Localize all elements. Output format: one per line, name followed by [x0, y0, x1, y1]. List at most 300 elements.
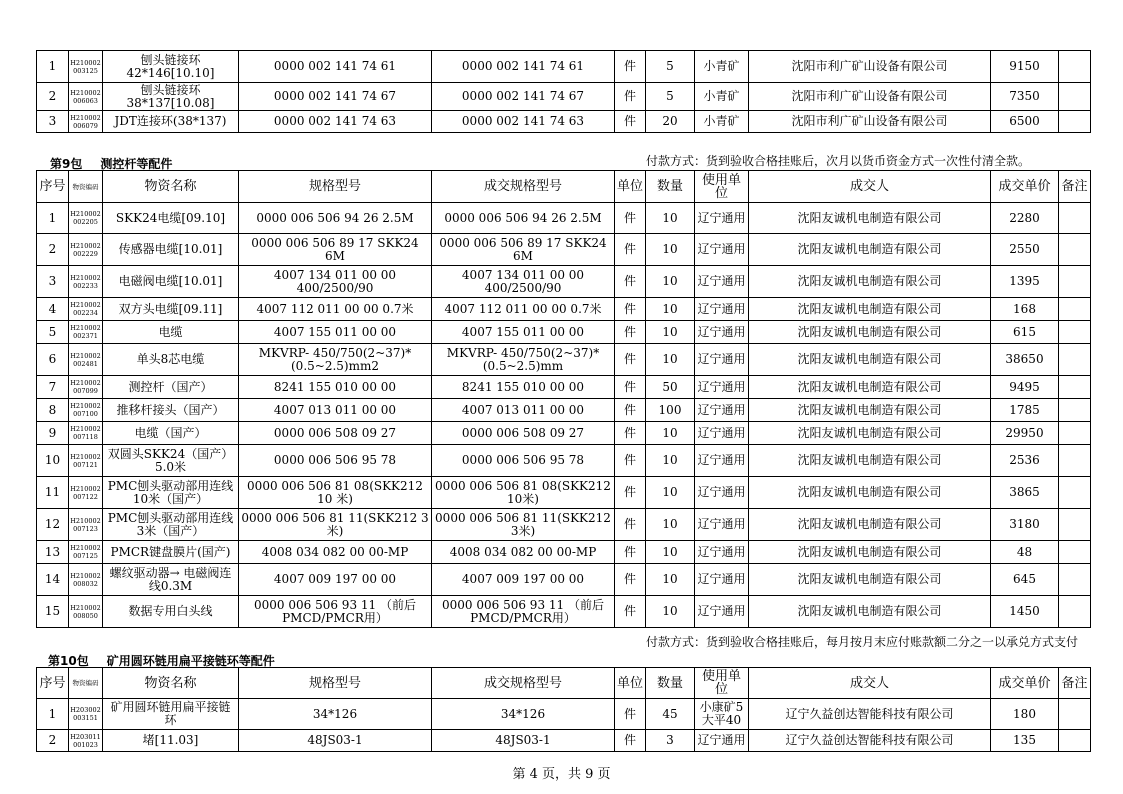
- cell-deal-spec: 0000 006 506 93 11 （前后 PMCD/PMCR用）: [432, 596, 615, 628]
- cell-code: [69, 266, 103, 298]
- cell-price: 2280: [991, 203, 1059, 234]
- cell-supplier: 沈阳市利广矿山设备有限公司: [749, 111, 991, 133]
- cell-deal-spec: 0000 006 506 81 08(SKK212 10米): [432, 477, 615, 509]
- cell-code: [69, 509, 103, 541]
- cell-spec: 0000 006 506 81 08(SKK212 10 米): [239, 477, 432, 509]
- table-row: [37, 83, 1091, 111]
- cell-deal-spec: 0000 002 141 74 61: [432, 51, 615, 83]
- cell-no: 14: [37, 564, 69, 596]
- table-pack9: [36, 170, 1091, 628]
- table-row: [37, 541, 1091, 564]
- cell-deal-spec: 4007 009 197 00 00: [432, 564, 615, 596]
- cell-unit: 件: [615, 298, 646, 321]
- table-row: [37, 298, 1091, 321]
- material-code-part: 007123: [73, 524, 98, 533]
- cell-no: 7: [37, 376, 69, 399]
- cell-code: [69, 564, 103, 596]
- cell-code: [69, 51, 103, 83]
- cell-note: [1059, 83, 1091, 111]
- cell-price: 135: [991, 730, 1059, 752]
- table-top-body: [37, 51, 1091, 133]
- cell-name: 双方头电缆[09.11]: [103, 298, 239, 321]
- header-name: 物资名称: [103, 171, 239, 203]
- cell-qty: 10: [646, 298, 695, 321]
- material-code-part: 002481: [73, 359, 98, 368]
- cell-price: 6500: [991, 111, 1059, 133]
- cell-deal-spec: 4007 112 011 00 00 0.7米: [432, 298, 615, 321]
- cell-unit: 件: [615, 477, 646, 509]
- cell-supplier: 沈阳友诚机电制造有限公司: [749, 596, 991, 628]
- cell-qty: 10: [646, 445, 695, 477]
- cell-deal-spec: 8241 155 010 00 00: [432, 376, 615, 399]
- cell-unit: 件: [615, 596, 646, 628]
- pack9-header: [37, 171, 1091, 203]
- cell-note: [1059, 699, 1091, 730]
- cell-name: 刨头链接环 38*137[10.08]: [103, 83, 239, 111]
- cell-supplier: 沈阳友诚机电制造有限公司: [749, 203, 991, 234]
- cell-no: 9: [37, 422, 69, 445]
- cell-no: 1: [37, 699, 69, 730]
- cell-supplier: 沈阳友诚机电制造有限公司: [749, 422, 991, 445]
- cell-note: [1059, 376, 1091, 399]
- pack10-name: 矿用圆环链用扁平接链环等配件: [106, 654, 275, 668]
- cell-spec: 4007 013 011 00 00: [239, 399, 432, 422]
- pack10-payment: 付款方式：货到验收合格挂账后，每月按月末应付账款额二分之一以承兑方式支付: [646, 635, 1079, 649]
- cell-unit: 件: [615, 203, 646, 234]
- cell-supplier: 沈阳友诚机电制造有限公司: [749, 344, 991, 376]
- cell-qty: 5: [646, 83, 695, 111]
- material-code-part: 001023: [73, 740, 98, 749]
- table-row: [37, 399, 1091, 422]
- cell-supplier: 沈阳友诚机电制造有限公司: [749, 234, 991, 266]
- cell-unit: 件: [615, 321, 646, 344]
- cell-code: [69, 298, 103, 321]
- cell-name: PMC刨头驱动部用连线 3米（国产）: [103, 509, 239, 541]
- cell-spec: 4007 134 011 00 00 400/2500/90: [239, 266, 432, 298]
- cell-code: [69, 422, 103, 445]
- cell-user: 辽宁通用: [695, 541, 749, 564]
- cell-supplier: 沈阳友诚机电制造有限公司: [749, 564, 991, 596]
- cell-qty: 10: [646, 203, 695, 234]
- material-code-part: 007100: [73, 410, 98, 418]
- cell-deal-spec: 0000 006 506 89 17 SKK24 6M: [432, 234, 615, 266]
- table-pack10-body: [37, 699, 1091, 752]
- pack9-name: 测控杆等配件: [100, 157, 173, 171]
- cell-user: 小青矿: [695, 51, 749, 83]
- table-row: [37, 477, 1091, 509]
- header-spec: 规格型号: [239, 668, 432, 699]
- cell-unit: 件: [615, 399, 646, 422]
- header-no: 序号: [37, 668, 69, 699]
- cell-user: 辽宁通用: [695, 266, 749, 298]
- material-code-part: 003125: [73, 66, 98, 75]
- cell-supplier: 辽宁久益创达智能科技有限公司: [749, 730, 991, 752]
- cell-qty: 3: [646, 730, 695, 752]
- cell-no: 4: [37, 298, 69, 321]
- cell-price: 1395: [991, 266, 1059, 298]
- cell-no: 6: [37, 344, 69, 376]
- material-code-part: H210002: [70, 379, 101, 387]
- cell-price: 1450: [991, 596, 1059, 628]
- cell-deal-spec: 4007 134 011 00 00 400/2500/90: [432, 266, 615, 298]
- cell-no: 2: [37, 730, 69, 752]
- material-code-part: H210002: [70, 88, 101, 97]
- cell-spec: 0000 002 141 74 63: [239, 111, 432, 133]
- cell-note: [1059, 445, 1091, 477]
- cell-deal-spec: MKVRP- 450/750(2~37)*(0.5~2.5)mm: [432, 344, 615, 376]
- header-price: 成交单价: [991, 171, 1059, 203]
- cell-supplier: 沈阳友诚机电制造有限公司: [749, 399, 991, 422]
- table-row: [37, 321, 1091, 344]
- cell-user: 辽宁通用: [695, 344, 749, 376]
- cell-unit: 件: [615, 564, 646, 596]
- cell-name: 推移杆接头（国产）: [103, 399, 239, 422]
- cell-supplier: 沈阳友诚机电制造有限公司: [749, 266, 991, 298]
- material-code-part: H210002: [70, 571, 101, 580]
- material-code-part: 008032: [73, 579, 98, 588]
- cell-note: [1059, 422, 1091, 445]
- cell-name: 传感器电缆[10.01]: [103, 234, 239, 266]
- material-code-part: H210002: [70, 544, 101, 552]
- table-pack10: [36, 667, 1091, 752]
- cell-spec: 4007 112 011 00 00 0.7米: [239, 298, 432, 321]
- cell-user: 辽宁通用: [695, 596, 749, 628]
- cell-note: [1059, 344, 1091, 376]
- cell-spec: 48JS03-1: [239, 730, 432, 752]
- cell-spec: 0000 006 506 81 11(SKK212 3 米): [239, 509, 432, 541]
- cell-user: 辽宁通用: [695, 321, 749, 344]
- header-note: 备注: [1059, 171, 1091, 203]
- header-code: 物资编码: [69, 668, 103, 699]
- cell-supplier: 沈阳市利广矿山设备有限公司: [749, 83, 991, 111]
- cell-unit: 件: [615, 422, 646, 445]
- cell-name: 测控杆（国产）: [103, 376, 239, 399]
- cell-qty: 5: [646, 51, 695, 83]
- cell-price: 3865: [991, 477, 1059, 509]
- cell-qty: 10: [646, 564, 695, 596]
- cell-code: [69, 399, 103, 422]
- header-qty: 数量: [646, 171, 695, 203]
- cell-code: [69, 477, 103, 509]
- material-code-part: 003151: [73, 714, 98, 722]
- material-code-part: 008050: [73, 611, 98, 620]
- material-code-part: H210002: [70, 113, 101, 122]
- material-code-part: H210002: [70, 351, 101, 360]
- cell-unit: 件: [615, 376, 646, 399]
- cell-spec: 0000 002 141 74 67: [239, 83, 432, 111]
- header-note: 备注: [1059, 668, 1091, 699]
- cell-spec: 34*126: [239, 699, 432, 730]
- cell-deal-spec: 34*126: [432, 699, 615, 730]
- header-deal-spec: 成交规格型号: [432, 668, 615, 699]
- pack10-label: 第10包: [48, 654, 89, 668]
- cell-name: PMCR键盘膜片(国产): [103, 541, 239, 564]
- material-code-part: 007125: [73, 552, 98, 560]
- table-row: [37, 111, 1091, 133]
- header-name: 物资名称: [103, 668, 239, 699]
- cell-deal-spec: 4007 013 011 00 00: [432, 399, 615, 422]
- cell-supplier: 沈阳友诚机电制造有限公司: [749, 298, 991, 321]
- table-row: [37, 596, 1091, 628]
- table-row: [37, 344, 1091, 376]
- cell-deal-spec: 4007 155 011 00 00: [432, 321, 615, 344]
- material-code-part: 007121: [73, 460, 98, 469]
- cell-qty: 100: [646, 399, 695, 422]
- cell-spec: 0000 006 506 95 78: [239, 445, 432, 477]
- cell-price: 7350: [991, 83, 1059, 111]
- cell-no: 2: [37, 83, 69, 111]
- cell-qty: 10: [646, 596, 695, 628]
- cell-user: 辽宁通用: [695, 298, 749, 321]
- cell-qty: 10: [646, 344, 695, 376]
- cell-code: [69, 376, 103, 399]
- header-user: 使用单位: [695, 171, 749, 203]
- material-code-part: 006079: [73, 121, 98, 130]
- cell-user: 辽宁通用: [695, 564, 749, 596]
- cell-deal-spec: 0000 006 506 94 26 2.5M: [432, 203, 615, 234]
- material-code-part: H210002: [70, 301, 101, 309]
- material-code-part: 002233: [73, 281, 98, 290]
- cell-qty: 10: [646, 509, 695, 541]
- table-row: [37, 51, 1091, 83]
- cell-no: 8: [37, 399, 69, 422]
- cell-note: [1059, 266, 1091, 298]
- cell-no: 3: [37, 266, 69, 298]
- cell-note: [1059, 730, 1091, 752]
- cell-qty: 10: [646, 234, 695, 266]
- cell-price: 48: [991, 541, 1059, 564]
- cell-supplier: 沈阳友诚机电制造有限公司: [749, 509, 991, 541]
- cell-note: [1059, 509, 1091, 541]
- cell-user: 辽宁通用: [695, 399, 749, 422]
- cell-code: [69, 234, 103, 266]
- cell-user: 小青矿: [695, 83, 749, 111]
- material-code-part: 002234: [73, 309, 98, 317]
- material-code-part: 007122: [73, 492, 98, 501]
- header-unit: 单位: [615, 171, 646, 203]
- table-row: [37, 376, 1091, 399]
- cell-price: 38650: [991, 344, 1059, 376]
- cell-note: [1059, 234, 1091, 266]
- cell-name: 刨头链接环 42*146[10.10]: [103, 51, 239, 83]
- cell-supplier: 辽宁久益创达智能科技有限公司: [749, 699, 991, 730]
- cell-code: [69, 111, 103, 133]
- material-code-part: H210002: [70, 603, 101, 612]
- cell-note: [1059, 321, 1091, 344]
- material-code-part: H203002: [70, 706, 101, 714]
- header-qty: 数量: [646, 668, 695, 699]
- material-code-part: H210002: [70, 324, 101, 332]
- cell-deal-spec: 0000 006 506 81 11(SKK212 3米): [432, 509, 615, 541]
- cell-spec: 0000 006 506 89 17 SKK24 6M: [239, 234, 432, 266]
- cell-code: [69, 321, 103, 344]
- header-supplier: 成交人: [749, 668, 991, 699]
- table-top: [36, 50, 1091, 133]
- cell-no: 3: [37, 111, 69, 133]
- cell-name: 单头8芯电缆: [103, 344, 239, 376]
- cell-spec: 0000 002 141 74 61: [239, 51, 432, 83]
- pack9-label: 第9包: [50, 157, 83, 171]
- cell-note: [1059, 564, 1091, 596]
- cell-user: 辽宁通用: [695, 445, 749, 477]
- cell-price: 9495: [991, 376, 1059, 399]
- table-row: [37, 234, 1091, 266]
- cell-price: 29950: [991, 422, 1059, 445]
- cell-qty: 10: [646, 266, 695, 298]
- cell-name: JDT连接环(38*137): [103, 111, 239, 133]
- cell-price: 645: [991, 564, 1059, 596]
- table-row: [37, 730, 1091, 752]
- cell-name: 堵[11.03]: [103, 730, 239, 752]
- header-row: [37, 171, 1091, 203]
- material-code-part: 002229: [73, 249, 98, 258]
- header-supplier: 成交人: [749, 171, 991, 203]
- cell-user: 辽宁通用: [695, 203, 749, 234]
- cell-unit: 件: [615, 111, 646, 133]
- cell-code: [69, 344, 103, 376]
- cell-user: 辽宁通用: [695, 376, 749, 399]
- cell-supplier: 沈阳友诚机电制造有限公司: [749, 376, 991, 399]
- cell-unit: 件: [615, 730, 646, 752]
- cell-user: 辽宁通用: [695, 509, 749, 541]
- cell-supplier: 沈阳友诚机电制造有限公司: [749, 541, 991, 564]
- material-code-part: H210002: [70, 425, 101, 433]
- cell-code: [69, 699, 103, 730]
- cell-name: SKK24电缆[09.10]: [103, 203, 239, 234]
- cell-spec: 4008 034 082 00 00-MP: [239, 541, 432, 564]
- cell-spec: 0000 006 506 93 11 （前后 PMCD/PMCR用）: [239, 596, 432, 628]
- cell-user: 辽宁通用: [695, 422, 749, 445]
- table-row: [37, 699, 1091, 730]
- table-pack9-body: [37, 203, 1091, 628]
- cell-note: [1059, 399, 1091, 422]
- cell-unit: 件: [615, 234, 646, 266]
- cell-qty: 10: [646, 541, 695, 564]
- cell-note: [1059, 596, 1091, 628]
- cell-user: 辽宁通用: [695, 234, 749, 266]
- cell-name: 螺纹驱动器→ 电磁阀连线0.3M: [103, 564, 239, 596]
- cell-supplier: 沈阳友诚机电制造有限公司: [749, 445, 991, 477]
- material-code-part: H210002: [70, 402, 101, 410]
- header-price: 成交单价: [991, 668, 1059, 699]
- cell-unit: 件: [615, 509, 646, 541]
- material-code-part: 007099: [73, 387, 98, 395]
- material-code-part: H210002: [70, 210, 101, 218]
- header-user: 使用单位: [695, 668, 749, 699]
- material-code-part: H210002: [70, 484, 101, 493]
- pack9-payment: 付款方式：货到验收合格挂账后，次月以货币资金方式一次性付清全款。: [646, 154, 1031, 168]
- cell-no: 1: [37, 51, 69, 83]
- cell-price: 9150: [991, 51, 1059, 83]
- cell-note: [1059, 203, 1091, 234]
- cell-no: 2: [37, 234, 69, 266]
- cell-name: 双圆头SKK24（国产） 5.0米: [103, 445, 239, 477]
- cell-code: [69, 83, 103, 111]
- page-footer: 第 4 页，共 9 页: [512, 767, 611, 782]
- table-row: [37, 422, 1091, 445]
- cell-spec: 4007 155 011 00 00: [239, 321, 432, 344]
- cell-no: 15: [37, 596, 69, 628]
- cell-name: 矿用圆环链用扁平接链环: [103, 699, 239, 730]
- cell-code: [69, 445, 103, 477]
- cell-deal-spec: 4008 034 082 00 00-MP: [432, 541, 615, 564]
- cell-deal-spec: 48JS03-1: [432, 730, 615, 752]
- material-code-part: 002205: [73, 218, 98, 226]
- cell-unit: 件: [615, 83, 646, 111]
- cell-note: [1059, 111, 1091, 133]
- cell-qty: 20: [646, 111, 695, 133]
- material-code-part: H210002: [70, 273, 101, 282]
- cell-qty: 45: [646, 699, 695, 730]
- cell-note: [1059, 298, 1091, 321]
- cell-spec: 0000 006 508 09 27: [239, 422, 432, 445]
- cell-name: 电缆（国产）: [103, 422, 239, 445]
- cell-qty: 50: [646, 376, 695, 399]
- table-row: [37, 564, 1091, 596]
- cell-user: 小青矿: [695, 111, 749, 133]
- cell-spec: 8241 155 010 00 00: [239, 376, 432, 399]
- cell-spec: MKVRP- 450/750(2~37)*(0.5~2.5)mm2: [239, 344, 432, 376]
- header-code: 物资编码: [69, 171, 103, 203]
- cell-spec: 0000 006 506 94 26 2.5M: [239, 203, 432, 234]
- cell-qty: 10: [646, 422, 695, 445]
- cell-deal-spec: 0000 006 506 95 78: [432, 445, 615, 477]
- cell-price: 2536: [991, 445, 1059, 477]
- cell-price: 3180: [991, 509, 1059, 541]
- table-row: [37, 509, 1091, 541]
- cell-unit: 件: [615, 699, 646, 730]
- cell-supplier: 沈阳友诚机电制造有限公司: [749, 477, 991, 509]
- cell-price: 180: [991, 699, 1059, 730]
- cell-qty: 10: [646, 477, 695, 509]
- cell-unit: 件: [615, 445, 646, 477]
- cell-deal-spec: 0000 002 141 74 63: [432, 111, 615, 133]
- cell-no: 11: [37, 477, 69, 509]
- table-row: [37, 445, 1091, 477]
- header-unit: 单位: [615, 668, 646, 699]
- material-code-part: 002371: [73, 332, 98, 340]
- cell-price: 1785: [991, 399, 1059, 422]
- material-code-part: H210002: [70, 452, 101, 461]
- material-code-part: H210002: [70, 516, 101, 525]
- cell-spec: 4007 009 197 00 00: [239, 564, 432, 596]
- cell-deal-spec: 0000 002 141 74 67: [432, 83, 615, 111]
- cell-supplier: 沈阳友诚机电制造有限公司: [749, 321, 991, 344]
- material-code-part: H210002: [70, 241, 101, 250]
- cell-unit: 件: [615, 541, 646, 564]
- header-row: [37, 668, 1091, 699]
- cell-code: [69, 203, 103, 234]
- cell-price: 168: [991, 298, 1059, 321]
- cell-no: 13: [37, 541, 69, 564]
- cell-note: [1059, 541, 1091, 564]
- cell-note: [1059, 477, 1091, 509]
- material-code-part: H210002: [70, 58, 101, 67]
- table-row: [37, 266, 1091, 298]
- cell-qty: 10: [646, 321, 695, 344]
- cell-name: 电磁阀电缆[10.01]: [103, 266, 239, 298]
- cell-no: 10: [37, 445, 69, 477]
- pack10-header: [37, 668, 1091, 699]
- header-no: 序号: [37, 171, 69, 203]
- cell-unit: 件: [615, 344, 646, 376]
- cell-no: 12: [37, 509, 69, 541]
- cell-name: 数据专用白头线: [103, 596, 239, 628]
- cell-name: 电缆: [103, 321, 239, 344]
- cell-unit: 件: [615, 266, 646, 298]
- cell-name: PMC刨头驱动部用连线 10米（国产）: [103, 477, 239, 509]
- cell-no: 5: [37, 321, 69, 344]
